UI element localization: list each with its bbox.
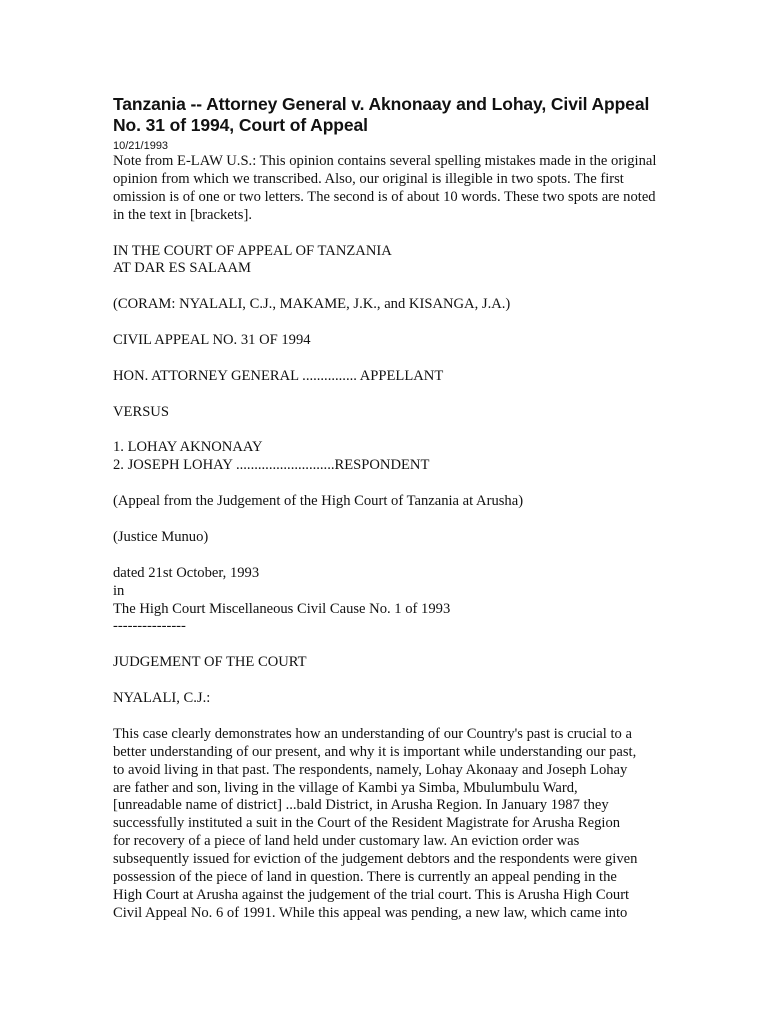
- court-line-2: AT DAR ES SALAAM: [113, 260, 251, 277]
- separator-line: ---------------: [113, 618, 186, 635]
- paragraph-line: Civil Appeal No. 6 of 1991. While this appeal was pending, a new law, which came into: [113, 904, 628, 921]
- respondents: [113, 439, 658, 475]
- dated-line: dated 21st October, 1993: [113, 564, 260, 581]
- appeal-number: CIVIL APPEAL NO. 31 OF 1994: [113, 332, 311, 349]
- judgement-heading: JUDGEMENT OF THE COURT: [113, 654, 307, 671]
- document-page: [113, 94, 658, 941]
- judge-name: NYALALI, C.J.:: [113, 690, 211, 707]
- paragraph-line: for recovery of a piece of land held under customary law. An eviction order was: [113, 833, 580, 850]
- in-line: in: [113, 582, 125, 599]
- editor-note: Note from E-LAW U.S.: This opinion contains several spelling mistakes made in the original opinion from which we transcribed. Also, our original is illegible in two spots. The first omission is of one or two letters. The second is of about 10 words. These two spots are noted in the text in [brackets].: [113, 153, 657, 223]
- appeal-from: (Appeal from the Judgement of the High Court of Tanzania at Arusha): [113, 493, 524, 510]
- court-heading: [113, 243, 658, 279]
- justice: (Justice Munuo): [113, 528, 209, 545]
- paragraph-line: This case clearly demonstrates how an understanding of our Country's past is crucial to a: [113, 725, 632, 742]
- paragraph-line: successfully instituted a suit in the Court of the Resident Magistrate for Arusha Region: [113, 815, 621, 832]
- paragraph-line: [unreadable name of district] ...bald District, in Arusha Region. In January 1987 they: [113, 797, 609, 814]
- paragraph-line: are father and son, living in the village of Kambi ya Simba, Mbulumbulu Ward,: [113, 779, 578, 796]
- document-date: 10/21/1993: [113, 140, 169, 152]
- paragraph-line: better understanding of our present, and why it is important while understanding our past,: [113, 743, 637, 760]
- appellant-line: HON. ATTORNEY GENERAL ............... APPELLANT: [113, 367, 444, 384]
- paragraph-line: subsequently issued for eviction of the judgement debtors and the respondents were given: [113, 851, 638, 868]
- paragraph-line: possession of the piece of land in question. There is currently an appeal pending in the: [113, 869, 617, 886]
- paragraph-line: High Court at Arusha against the judgement of the trial court. This is Arusha High Court: [113, 886, 630, 903]
- respondent-2: 2. JOSEPH LOHAY ...........................RESPONDENT: [113, 457, 430, 474]
- document-body: [113, 153, 658, 923]
- document-title: Tanzania -- Attorney General v. Aknonaay and Lohay, Civil Appeal No. 31 of 1994, Court of Appeal: [113, 94, 650, 135]
- lower-court-details: [113, 565, 658, 637]
- court-line-1: IN THE COURT OF APPEAL OF TANZANIA: [113, 242, 392, 259]
- coram: (CORAM: NYALALI, C.J., MAKAME, J.K., and KISANGA, J.A.): [113, 296, 511, 313]
- respondent-1: 1. LOHAY AKNONAAY: [113, 439, 263, 456]
- judgement-paragraph-1: [113, 726, 658, 923]
- versus-line: VERSUS: [113, 403, 169, 420]
- cause-line: The High Court Miscellaneous Civil Cause No. 1 of 1993: [113, 600, 451, 617]
- paragraph-line: to avoid living in that past. The respondents, namely, Lohay Akonaay and Joseph Lohay: [113, 761, 628, 778]
